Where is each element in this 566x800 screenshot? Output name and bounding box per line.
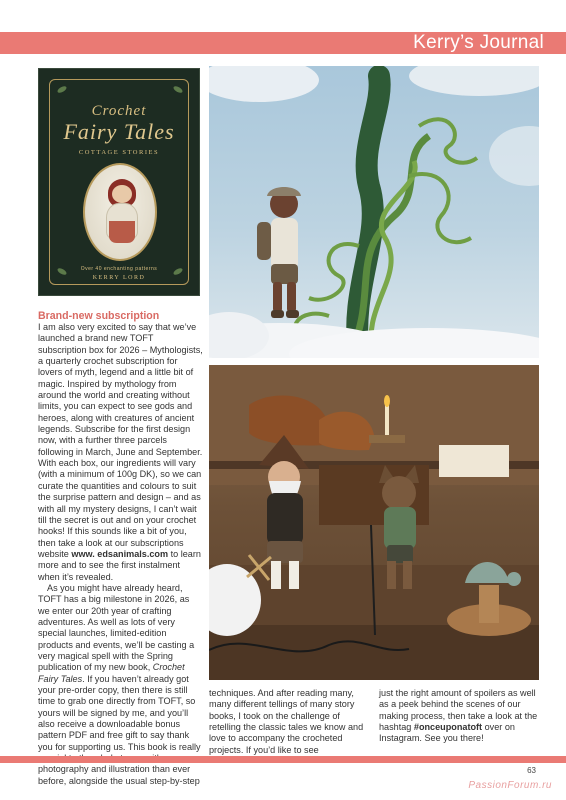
doll-dress bbox=[109, 221, 135, 243]
footer-bar bbox=[0, 756, 566, 763]
article-column-1 bbox=[38, 310, 203, 787]
gnomes-photo bbox=[209, 365, 539, 680]
book-title-line2: Fairy Tales bbox=[63, 119, 175, 144]
book-cover-image bbox=[38, 68, 200, 296]
section-title: Kerry’s Journal bbox=[413, 32, 544, 53]
page-number: 63 bbox=[527, 766, 536, 775]
article-column-2: techniques. And after reading many, many different tellings of many story books, I took on the challenge of retelling the classic tales we know and love to accompany the crocheted projects. If you’d like to see bbox=[209, 688, 364, 755]
article-column-3 bbox=[379, 688, 544, 745]
book-title-line1: Crochet bbox=[91, 103, 147, 119]
paragraph-text: . If you haven’t already got your pre-order copy, then there is still time to grab one directly from TOFT, so yours will be signed by me, and you’ll also receive a downloadable bonus pattern PDF and free gift to say thank you for supporting us. This book is really photography and illustration than ever before, alongside the usual step-by-step bbox=[38, 673, 201, 786]
beanstalk-scene bbox=[209, 66, 539, 358]
paragraph-text: over on Instagram. See you there! bbox=[379, 722, 515, 744]
book-subtitle: COTTAGE STORIES bbox=[78, 149, 160, 156]
cover-illustration bbox=[83, 163, 157, 261]
paragraph-text: just the right amount of spoilers as well as a peek behind the scenes of our making process, then take a look at the hashtag bbox=[379, 688, 538, 733]
book-tagline: Over 40 enchanting patterns bbox=[80, 266, 158, 272]
paragraph-text: to learn more and to see the first instalment when it’s revealed. bbox=[38, 548, 201, 582]
hashtag: #onceuponatoft bbox=[413, 722, 483, 733]
book-name: Crochet Fairy Tales bbox=[38, 662, 185, 684]
doll-face bbox=[112, 185, 132, 203]
beanstalk-photo bbox=[209, 66, 539, 358]
paragraph-text: I am also very excited to say that we’ve launched a brand new TOFT subscription box for 2026 – Mythologists, a quarterly crochet subscription for lovers of myth, legend and a little bit of magic. Inspired by mythology from around the world and creating without limits, you can expect to see gods and heroes, along with creatures of ancient legends. Subscribe for the first design now, with a further three parcels following in March, June and September. With each box, our ingredients will vary (with a minimum of 100g DK), so we can curate the quantities and colours to suit the surprise pattern and design – and as with all my mystery designs, I can’t wait till the secret is out and on your crochet hooks! If this sounds like a bit of you, then take a look at our subscriptions website bbox=[38, 322, 203, 559]
gnomes-scene bbox=[209, 365, 539, 680]
article-heading: Brand-new subscription bbox=[38, 310, 160, 322]
watermark-text: PassionForum.ru bbox=[468, 780, 552, 791]
website-link[interactable]: www. edsanimals.com bbox=[71, 548, 169, 559]
paragraph-text: As you might have already heard, TOFT has a big milestone in 2026, as we enter our 20th year of crafting adventures. As well as lots of very special launches, limited-edition products and events, we’ll be casting a very magical spell with the Spring publication of my new book, bbox=[38, 582, 195, 673]
book-author: KERRY LORD bbox=[92, 275, 146, 281]
article-paragraph bbox=[38, 322, 203, 583]
